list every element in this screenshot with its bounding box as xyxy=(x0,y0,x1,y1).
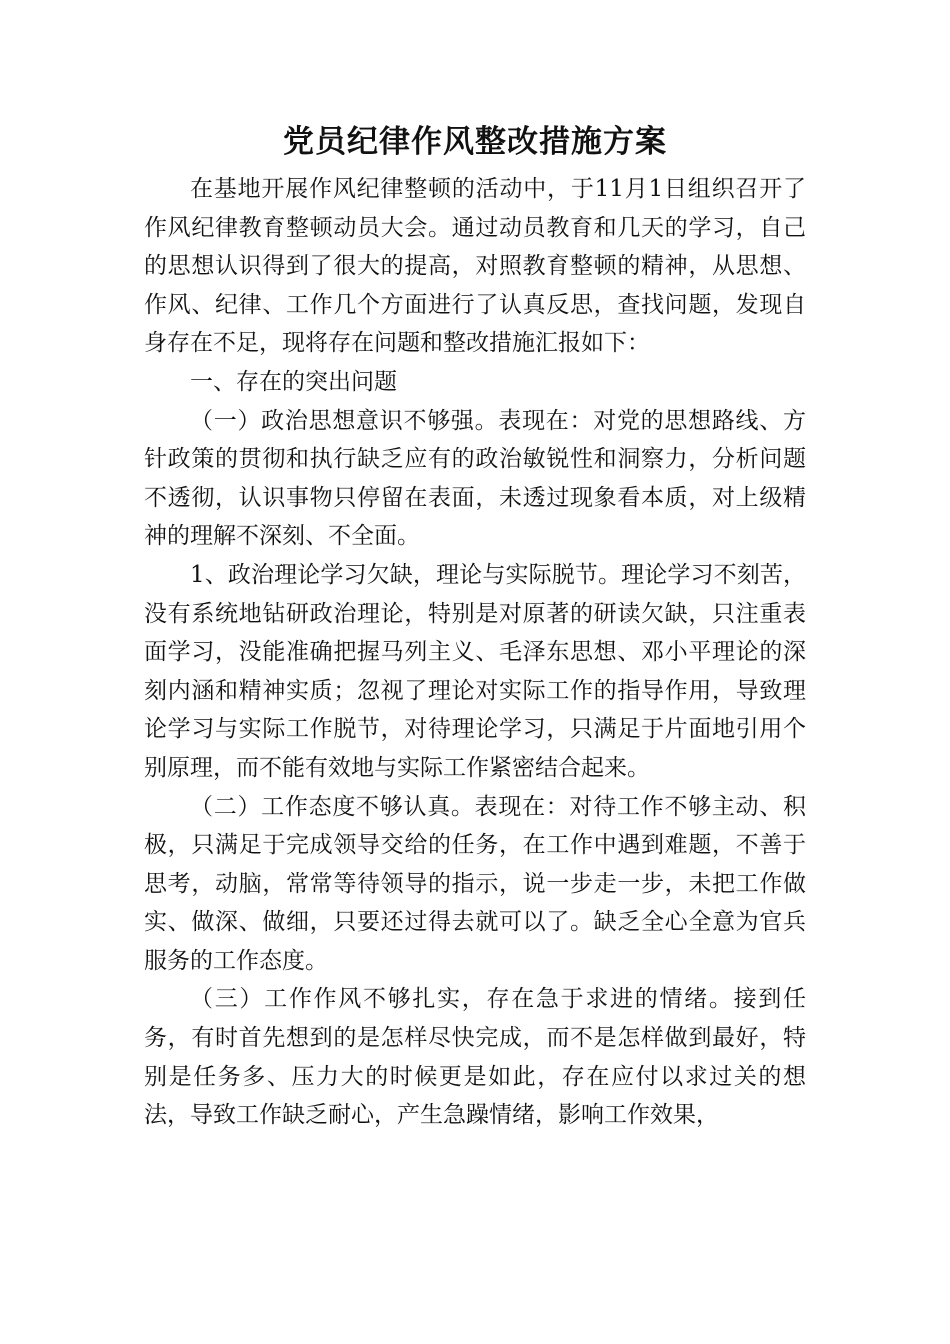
problem-paragraph-1: （一）政治思想意识不够强。表现在：对党的思想路线、方针政策的贯彻和执行缺乏应有的政治敏锐性和洞察力，分析问题不透彻，认识事物只停留在表面，未透过现象看本质，对上级精神的理解不深刻、不全面。 xyxy=(144,407,806,550)
document-body xyxy=(144,170,806,1135)
problem-paragraph-2: （二）工作态度不够认真。表现在：对待工作不够主动、积极，只满足于完成领导交给的任务，在工作中遇到难题，不善于思考，动脑，常常等待领导的指示，说一步走一步，未把工作做实、做深、做细，只要还过得去就可以了。缺乏全心全意为官兵服务的工作态度。 xyxy=(144,793,806,974)
document-title: 党员纪律作风整改措施方案 xyxy=(283,124,667,160)
problem-paragraph-3: （三）工作作风不够扎实，存在急于求进的情绪。接到任务，有时首先想到的是怎样尽快完成，而不是怎样做到最好，特别是任务多、压力大的时候更是如此，存在应付以求过关的想法，导致工作缺乏耐心，产生急躁情绪，影响工作效果， xyxy=(144,986,806,1129)
section-heading: 一、存在的突出问题 xyxy=(190,368,397,395)
intro-paragraph: 在基地开展作风纪律整顿的活动中，于11月1日组织召开了作风纪律教育整顿动员大会。通过动员教育和几天的学习，自己的思想认识得到了很大的提高，对照教育整顿的精神，从思想、作风、纪律、工作几个方面进行了认真反思，查找问题，发现自身存在不足，现将存在问题和整改措施汇报如下： xyxy=(144,176,806,357)
problem-subparagraph-1: 1、政治理论学习欠缺，理论与实际脱节。理论学习不刻苦，没有系统地钻研政治理论，特别是对原著的研读欠缺，只注重表面学习，没能准确把握马列主义、毛泽东思想、邓小平理论的深刻内涵和精神实质；忽视了理论对实际工作的指导作用，导致理论学习与实际工作脱节，对待理论学习，只满足于片面地引用个别原理，而不能有效地与实际工作紧密结合起来。 xyxy=(144,561,806,781)
